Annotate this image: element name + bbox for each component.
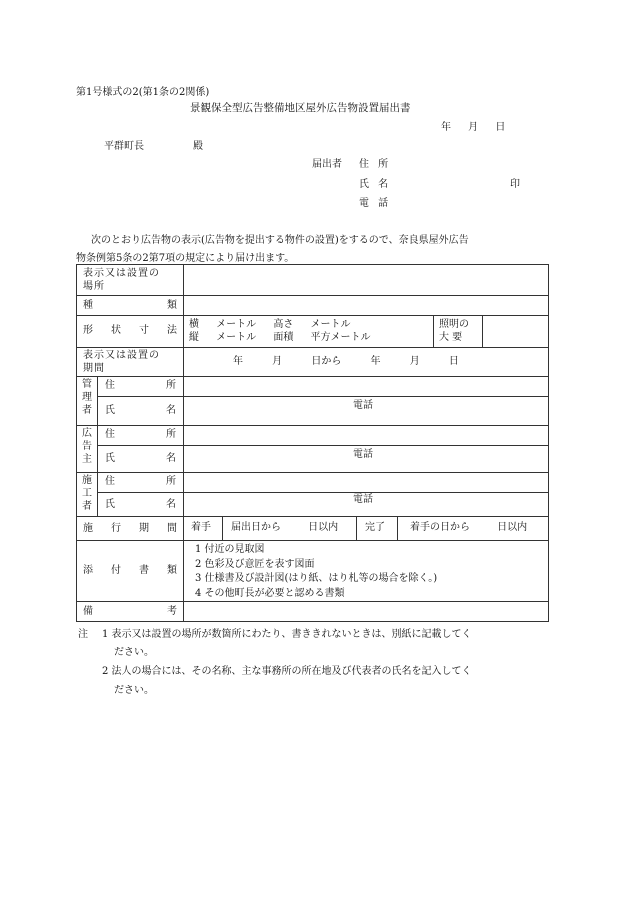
intro-text-line2: 物条例第5条の2第7項の規定により届け出ます。 <box>76 253 295 264</box>
remarks-field[interactable] <box>184 602 547 620</box>
type-label: 種 類 <box>83 300 177 311</box>
constructor-address-label: 住 所 <box>105 476 176 487</box>
manager-address-label: 住 所 <box>105 380 176 391</box>
notifier-address-label: 住 所 <box>359 159 389 170</box>
dimension-label: 形 状 寸 法 <box>83 325 177 336</box>
constructor-address-field[interactable] <box>184 473 547 491</box>
note-2-line1: 2 法人の場合には、その名称、主な事務所の所在地及び代表者の氏名を記入してく <box>102 666 472 677</box>
constructor-phone-label[interactable]: 電話 <box>353 494 373 505</box>
manager-group-label: 管理者 <box>82 379 92 416</box>
location-label: 表示又は設置の 場所 <box>83 268 160 292</box>
location-field[interactable] <box>184 266 547 294</box>
form-title: 景観保全型広告整備地区屋外広告物設置届出書 <box>190 102 411 114</box>
advertiser-name-label: 氏 名 <box>105 453 176 464</box>
attachment-item: 4 その他町長が必要と認める書類 <box>195 587 345 599</box>
advertiser-group-label: 広告主 <box>82 428 92 465</box>
notification-table <box>76 264 549 622</box>
notes-prefix: 注 <box>78 629 88 640</box>
attachment-item: 3 仕様書及び設計図(はり紙、はり札等の場合を除く。) <box>195 573 438 584</box>
notifier-name-label: 氏 名 <box>359 179 389 190</box>
complete-value[interactable]: 着手の日から 日以内 <box>410 522 528 533</box>
lighting-field[interactable] <box>483 316 547 346</box>
advertiser-phone-label[interactable]: 電話 <box>353 449 373 460</box>
advertiser-address-field[interactable] <box>184 426 547 444</box>
seal-mark: 印 <box>510 179 520 190</box>
period-field[interactable]: 年 月 日から 年 月 日 <box>233 356 459 367</box>
lighting-label: 照明の 大 要 <box>439 319 469 343</box>
attachments-list <box>195 543 437 601</box>
construction-period-label: 施 行 期 間 <box>83 523 177 534</box>
date-field: 年 月 日 <box>441 122 506 133</box>
notifier-label: 届出者 <box>312 159 342 170</box>
constructor-name-label: 氏 名 <box>105 499 176 510</box>
attachment-item: 2 色彩及び意匠を表す図面 <box>195 558 315 570</box>
intro-text-line1: 次のとおり広告物の表示(広告物を提出する物件の設置)をするので、奈良県屋外広告 <box>91 235 469 246</box>
note-1-line1: 1 表示又は設置の場所が数箇所にわたり、書ききれないときは、別紙に記載してく <box>102 629 472 640</box>
notifier-phone-label: 電 話 <box>359 198 389 209</box>
start-label: 着手 <box>191 522 211 533</box>
period-label: 表示又は設置の 期間 <box>83 350 160 374</box>
dimension-horizontal: 横 メートル 高さ メートル <box>189 319 351 330</box>
note-2-line2: ださい。 <box>114 685 154 696</box>
manager-address-field[interactable] <box>184 377 547 395</box>
attachment-item: 1 付近の見取図 <box>195 544 265 555</box>
addressee: 平群町長 <box>104 141 144 152</box>
type-field[interactable] <box>184 296 547 314</box>
manager-name-label: 氏 名 <box>105 405 176 416</box>
form-number-label: 第1号様式の2(第1条の2関係) <box>76 87 210 98</box>
note-1-line2: ださい。 <box>114 647 154 658</box>
advertiser-address-label: 住 所 <box>105 429 176 440</box>
dimension-vertical: 縦 メートル 面積 平方メートル <box>189 332 371 343</box>
complete-label: 完了 <box>365 522 385 533</box>
constructor-group-label: 施工者 <box>82 475 92 512</box>
manager-phone-label[interactable]: 電話 <box>353 400 373 411</box>
attachments-label: 添 付 書 類 <box>83 565 177 576</box>
start-value[interactable]: 届出日から 日以内 <box>231 522 339 533</box>
remarks-label: 備 考 <box>83 606 177 617</box>
dimension-values[interactable] <box>189 318 371 344</box>
honorific: 殿 <box>193 141 203 152</box>
